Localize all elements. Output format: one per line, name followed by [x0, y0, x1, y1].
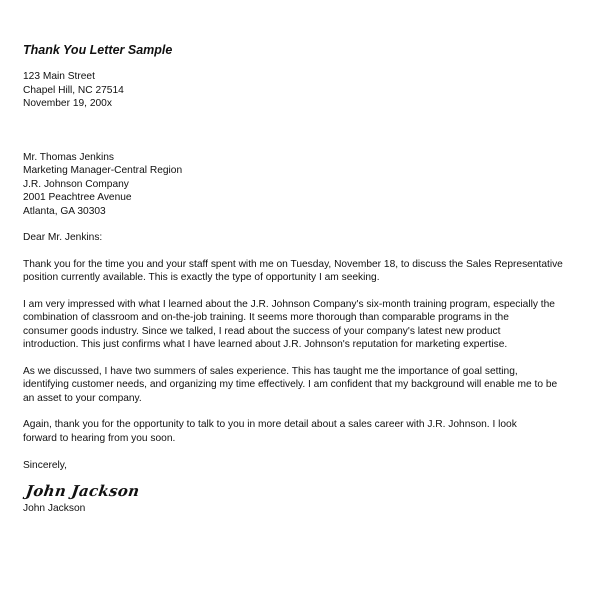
paragraph-line: an asset to your company. — [23, 392, 142, 404]
sender-city: Chapel Hill, NC 27514 — [23, 84, 124, 96]
signed-name: John Jackson — [23, 502, 86, 514]
paragraph-line: identifying customer needs, and organizing my time effectively. I am confident that my background will enable me to be — [23, 379, 558, 390]
recipient-position: Marketing Manager-Central Region — [23, 165, 183, 176]
sender-address — [23, 70, 588, 111]
handwritten-signature: John Jackson — [24, 481, 141, 500]
paragraph-line: introduction. This just confirms what I have learned about J.R. Johnson's reputation for marketing expertise. — [23, 339, 508, 350]
recipient-address — [23, 151, 588, 219]
paragraph-line: Thank you for the time you and your staff spent with me on Tuesday, November 18, to discuss the Sales Representative — [23, 258, 563, 270]
recipient-city: Atlanta, GA 30303 — [23, 205, 106, 217]
closing: Sincerely, — [23, 460, 67, 471]
recipient-name: Mr. Thomas Jenkins — [23, 151, 114, 163]
paragraph-line: I am very impressed with what I learned about the J.R. Johnson Company's six-month training program, especially the — [23, 298, 555, 310]
letter-date: November 19, 200x — [23, 98, 112, 109]
paragraph — [23, 298, 588, 352]
paragraph — [23, 365, 588, 406]
letter-page — [23, 42, 588, 515]
recipient-company: J.R. Johnson Company — [23, 178, 129, 190]
paragraph-line: combination of classroom and on-the-job training. It seems more thorough than comparable programs in the — [23, 312, 509, 323]
paragraph-line: As we discussed, I have two summers of sales experience. This has taught me the importance of goal setting, — [23, 365, 518, 377]
paragraph-line: Again, thank you for the opportunity to talk to you in more detail about a sales career with J.R. Johnson. I look — [23, 419, 517, 430]
paragraph-line: position currently available. This is exactly the type of opportunity I am seeking. — [23, 272, 380, 283]
salutation: Dear Mr. Jenkins: — [23, 232, 103, 243]
paragraph-line: forward to hearing from you soon. — [23, 432, 176, 444]
letter-title: Thank You Letter Sample — [23, 43, 173, 57]
paragraph — [23, 418, 588, 445]
recipient-street: 2001 Peachtree Avenue — [23, 192, 132, 203]
paragraph-line: consumer goods industry. Since we talked, I read about the success of your company's latest new product — [23, 325, 501, 337]
sender-street: 123 Main Street — [23, 71, 95, 82]
paragraph — [23, 258, 588, 285]
